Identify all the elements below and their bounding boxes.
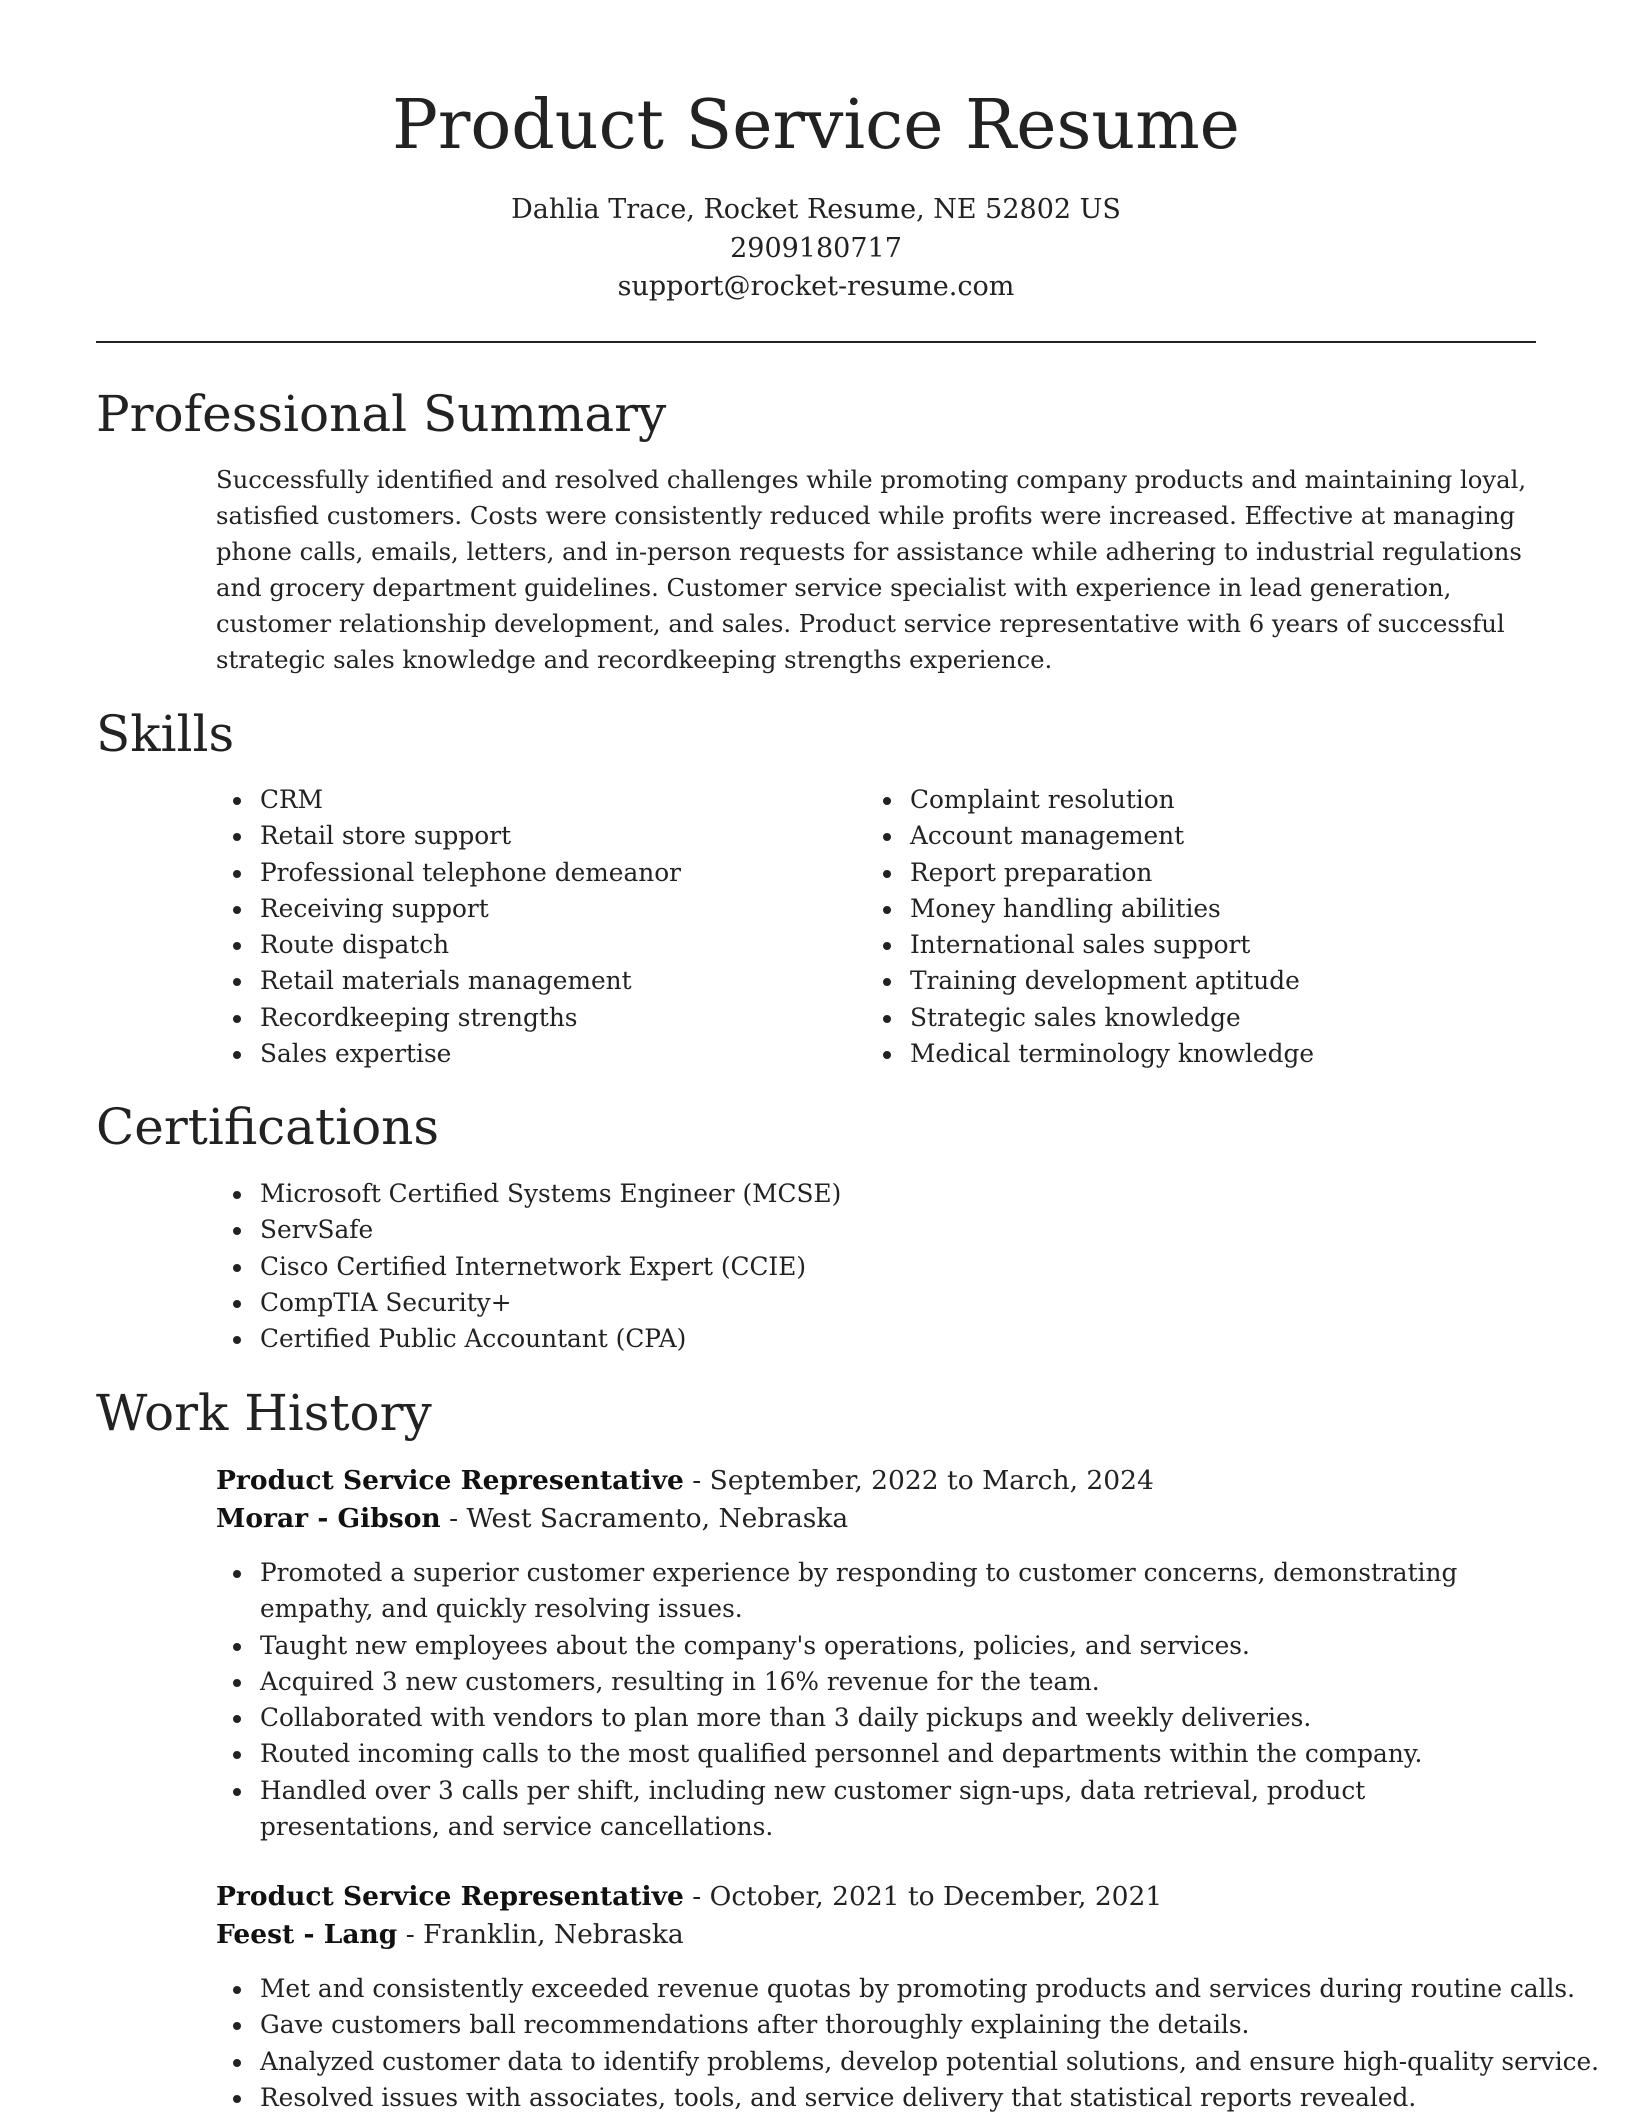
list-item: Cisco Certified Internetwork Expert (CCIE) [216,1249,1516,1285]
list-item: Certified Public Accountant (CPA) [216,1321,1516,1357]
work-history-heading: Work History [96,1384,432,1442]
job-company-line [216,1500,848,1538]
list-item: Retail materials management [216,963,836,999]
list-item: Routed incoming calls to the most qualified personnel and departments within the company. [216,1736,1526,1772]
job-title-line [216,1462,1154,1500]
job-company-line [216,1916,684,1954]
certifications-list [216,1176,1516,1357]
job-location: - Franklin, Nebraska [397,1919,684,1950]
list-item: Gave customers ball recommendations after thoroughly explaining the details. [216,2007,1526,2043]
job-title: Product Service Representative [216,1881,684,1912]
job-company: Feest - Lang [216,1919,398,1950]
list-item: Medical terminology knowledge [866,1036,1506,1072]
job-title-line [216,1878,1162,1916]
list-item: Route dispatch [216,927,836,963]
list-item: Receiving support [216,891,836,927]
list-item: Analyzed customer data to identify problems, develop potential solutions, and ensure high-quality service. [216,2044,1526,2080]
list-item: CRM [216,782,836,818]
list-item: Training development aptitude [866,963,1506,999]
list-item: Professional telephone demeanor [216,855,836,891]
list-item: Report preparation [866,855,1506,891]
job-dates: - October, 2021 to December, 2021 [683,1881,1163,1912]
list-item: Met and consistently exceeded revenue quotas by promoting products and services during routine calls. [216,1971,1526,2007]
job-title: Product Service Representative [216,1465,684,1496]
list-item: Resolved issues with associates, tools, and service delivery that statistical reports revealed. [216,2080,1526,2112]
skills-heading: Skills [96,705,235,763]
summary-heading: Professional Summary [96,385,667,443]
list-item: Sales expertise [216,1036,836,1072]
contact-address: Dahlia Trace, Rocket Resume, NE 52802 US [511,194,1121,225]
list-item: Acquired 3 new customers, resulting in 16% revenue for the team. [216,1664,1526,1700]
list-item: Money handling abilities [866,891,1506,927]
list-item: Handled over 3 calls per shift, including new customer sign-ups, data retrieval, product presentations, and service cancellations. [216,1773,1526,1846]
job-company: Morar - Gibson [216,1503,441,1534]
list-item: Microsoft Certified Systems Engineer (MCSE) [216,1176,1516,1212]
list-item: Collaborated with vendors to plan more than 3 daily pickups and weekly deliveries. [216,1700,1526,1736]
job-bullets [216,1555,1526,1845]
list-item: International sales support [866,927,1506,963]
resume-title: Product Service Resume [392,86,1240,165]
job-location: - West Sacramento, Nebraska [440,1503,849,1534]
list-item: Account management [866,818,1506,854]
list-item: ServSafe [216,1212,1516,1248]
skills-list-left [216,782,836,1072]
list-item: Recordkeeping strengths [216,1000,836,1036]
contact-email: support@rocket-resume.com [617,271,1015,302]
skills-list-right [866,782,1506,1072]
list-item: Complaint resolution [866,782,1506,818]
header-divider [96,341,1536,343]
list-item: Taught new employees about the company's operations, policies, and services. [216,1628,1526,1664]
contact-phone: 2909180717 [730,233,902,264]
list-item: Retail store support [216,818,836,854]
list-item: CompTIA Security+ [216,1285,1516,1321]
certifications-heading: Certifications [96,1098,440,1156]
summary-text: Successfully identified and resolved challenges while promoting company products and maintaining loyal, satisfied customers. Costs were consistently reduced while profits were increased. Effective at managing phone calls, emails, letters, and in-person requests for assistance while adhering to industrial regulations and grocery department guidelines. Customer service specialist with experience in lead generation, customer relationship development, and sales. Product service representative with 6 years of successful strategic sales knowledge and recordkeeping strengths experience. [216,465,1527,675]
list-item: Strategic sales knowledge [866,1000,1506,1036]
list-item: Promoted a superior customer experience by responding to customer concerns, demonstrating empathy, and quickly resolving issues. [216,1555,1526,1628]
job-bullets [216,1971,1600,2112]
job-dates: - September, 2022 to March, 2024 [683,1465,1154,1496]
